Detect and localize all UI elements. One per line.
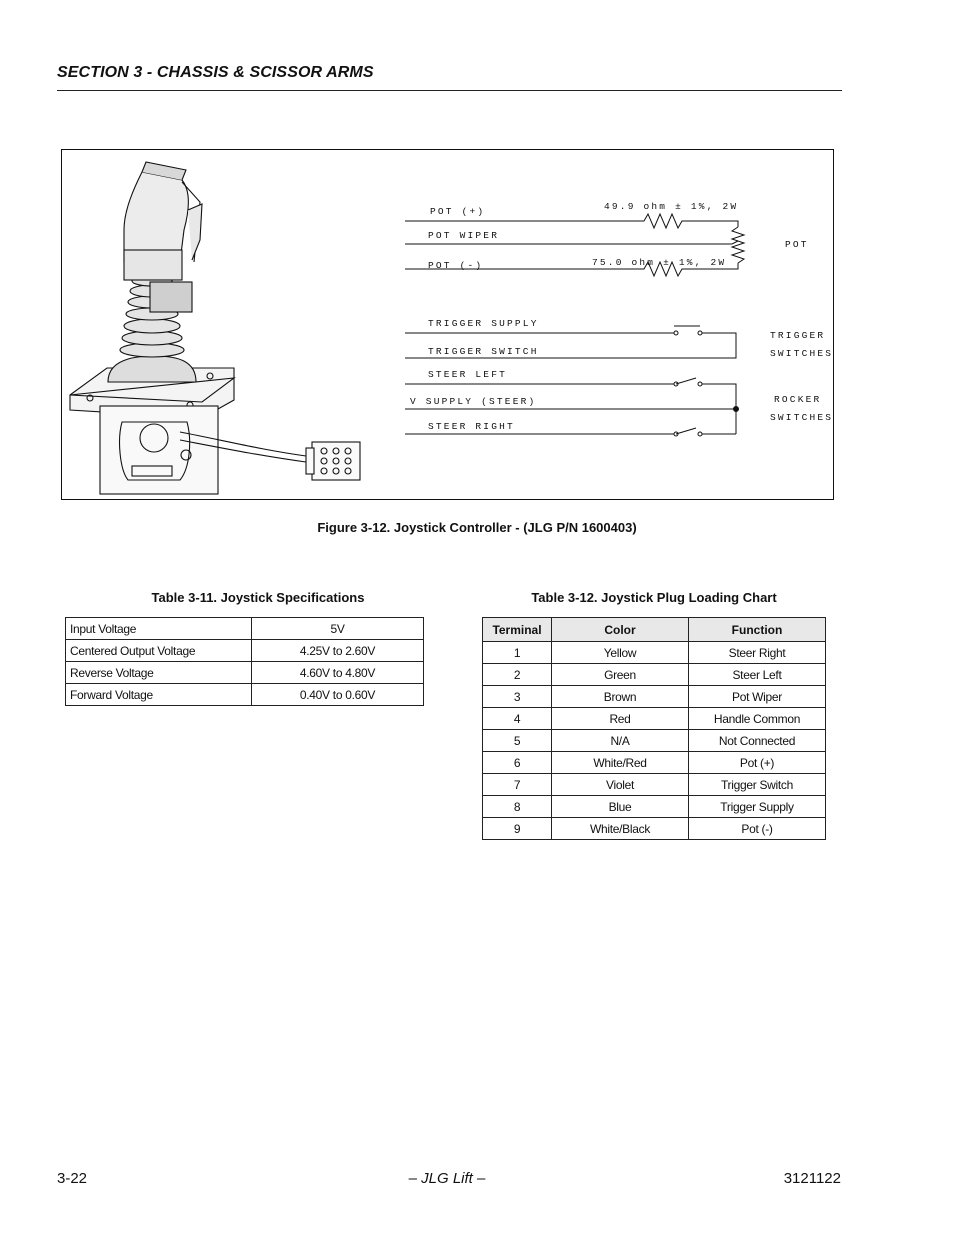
joystick-figure [61, 149, 834, 500]
figure-illustration [62, 150, 835, 501]
spec-table-title: Table 3-11. Joystick Specifications [151, 590, 365, 605]
color-cell: Green [552, 664, 689, 686]
function-cell: Steer Left [689, 664, 826, 686]
color-cell: White/Red [552, 752, 689, 774]
label-trigger-switches-1: TRIGGER [770, 330, 826, 341]
label-trigger-supply: TRIGGER SUPPLY [428, 318, 539, 329]
spec-label: Input Voltage [66, 618, 252, 640]
spec-value: 4.60V to 4.80V [252, 662, 424, 684]
table-row [66, 618, 424, 640]
label-pot-plus: POT (+) [430, 206, 486, 217]
table-row [483, 730, 826, 752]
label-resistor-1: 49.9 ohm ± 1%, 2W [604, 201, 739, 212]
spec-label: Forward Voltage [66, 684, 252, 706]
terminal-cell: 6 [483, 752, 552, 774]
document-number: 3121122 [783, 1170, 841, 1187]
spec-value: 5V [252, 618, 424, 640]
section-header [57, 64, 842, 91]
header-function: Function [689, 618, 826, 642]
terminal-cell: 1 [483, 642, 552, 664]
table-row [483, 752, 826, 774]
label-rocker-switches-1: ROCKER [774, 394, 822, 405]
function-cell: Pot Wiper [689, 686, 826, 708]
header-color: Color [552, 618, 689, 642]
function-cell: Pot (+) [689, 752, 826, 774]
label-steer-right: STEER RIGHT [428, 421, 515, 432]
color-cell: Red [552, 708, 689, 730]
table-row [483, 642, 826, 664]
spec-value: 0.40V to 0.60V [252, 684, 424, 706]
color-cell: Brown [552, 686, 689, 708]
function-cell: Steer Right [689, 642, 826, 664]
plug-loading-chart-table [482, 617, 826, 840]
joystick-drawing [70, 162, 360, 494]
color-cell: Blue [552, 796, 689, 818]
color-cell: Yellow [552, 642, 689, 664]
table-row [66, 662, 424, 684]
terminal-cell: 3 [483, 686, 552, 708]
label-trigger-switches-2: SWITCHES [770, 348, 834, 359]
plug-table-title: Table 3-12. Joystick Plug Loading Chart [531, 590, 777, 605]
label-pot-minus: POT (-) [428, 260, 484, 271]
table-row [483, 818, 826, 840]
terminal-cell: 5 [483, 730, 552, 752]
label-rocker-switches-2: SWITCHES [770, 412, 834, 423]
label-steer-left: STEER LEFT [428, 369, 508, 380]
table-row [483, 796, 826, 818]
label-v-supply: V SUPPLY (STEER) [410, 396, 537, 407]
color-cell: Violet [552, 774, 689, 796]
table-row [66, 640, 424, 662]
section-title: SECTION 3 - CHASSIS & SCISSOR ARMS [57, 64, 374, 81]
table-row [483, 774, 826, 796]
table-row [483, 686, 826, 708]
footer-brand: – JLG Lift – [408, 1170, 486, 1187]
color-cell: N/A [552, 730, 689, 752]
terminal-cell: 8 [483, 796, 552, 818]
label-resistor-2: 75.0 ohm ± 1%, 2W [592, 257, 727, 268]
function-cell: Trigger Supply [689, 796, 826, 818]
function-cell: Pot (-) [689, 818, 826, 840]
table-row [483, 708, 826, 730]
table-row [483, 664, 826, 686]
label-trigger-switch: TRIGGER SWITCH [428, 346, 539, 357]
header-terminal: Terminal [483, 618, 552, 642]
spec-label: Centered Output Voltage [66, 640, 252, 662]
terminal-cell: 7 [483, 774, 552, 796]
terminal-cell: 2 [483, 664, 552, 686]
label-pot: POT [785, 239, 809, 250]
terminal-cell: 9 [483, 818, 552, 840]
label-pot-wiper: POT WIPER [428, 230, 500, 241]
page-number: 3-22 [57, 1170, 88, 1187]
function-cell: Handle Common [689, 708, 826, 730]
function-cell: Not Connected [689, 730, 826, 752]
terminal-cell: 4 [483, 708, 552, 730]
table-row [66, 684, 424, 706]
joystick-specifications-table [65, 617, 424, 706]
table-header-row [483, 618, 826, 642]
function-cell: Trigger Switch [689, 774, 826, 796]
color-cell: White/Black [552, 818, 689, 840]
spec-value: 4.25V to 2.60V [252, 640, 424, 662]
spec-label: Reverse Voltage [66, 662, 252, 684]
figure-caption: Figure 3-12. Joystick Controller - (JLG P/N 1600403) [317, 520, 637, 535]
